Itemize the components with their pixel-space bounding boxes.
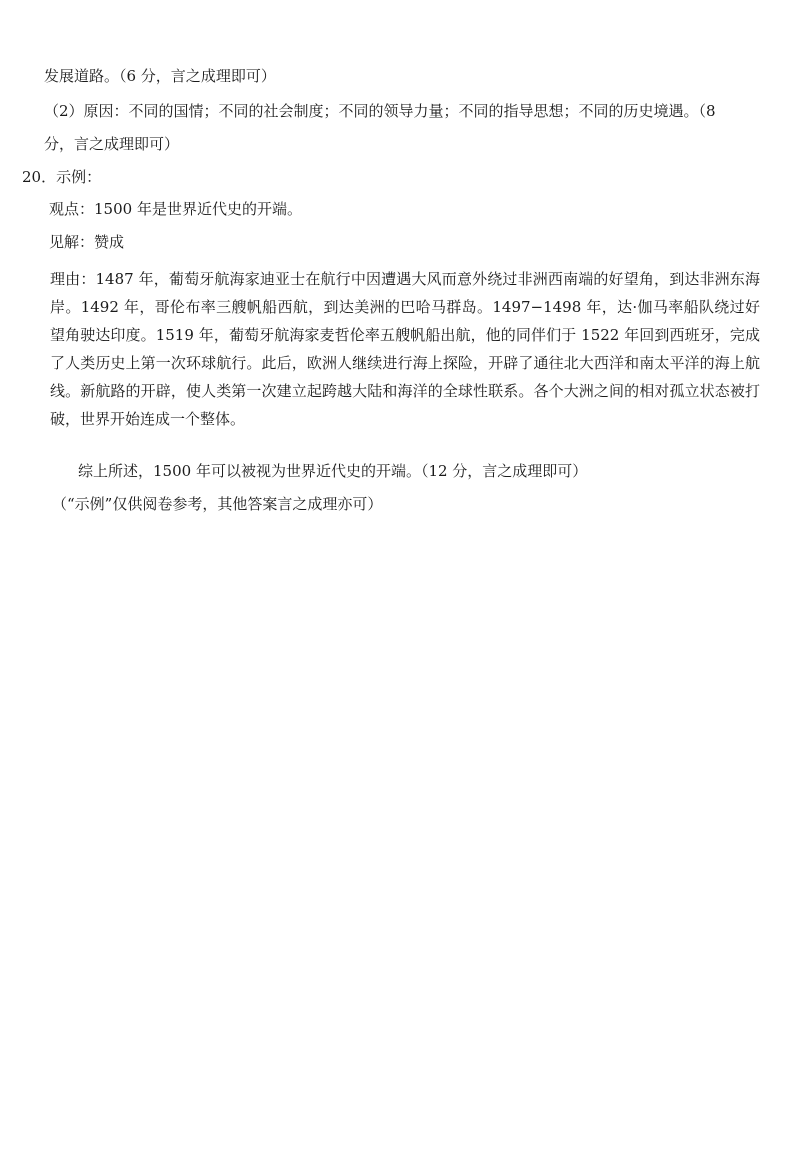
- grading-note: （“示例”仅供阅卷参考，其他答案言之成理亦可）: [52, 495, 383, 513]
- reasoning-paragraph: 理由：1487 年，葡萄牙航海家迪亚士在航行中因遭遇大风而意外绕过非洲西南端的好望角，到达非洲东海岸。1492 年，哥伦布率三艘帆船西航，到达美洲的巴哈马群岛。1497−1498 年，达·伽马率船队绕过好望角驶达印度。1519 年，葡萄牙航海家麦哲伦率五艘帆船出航，他的同伴们于 1522 年回到西班牙，完成了人类历史上第一次环球航行。此后，欧洲人继续进行海上探险，开辟了通往北大西洋和南太平洋的海上航线。新航路的开辟，使人类第一次建立起跨越大陆和海洋的全球性联系。各个大洲之间的相对孤立状态被打破，世界开始连成一个整体。: [50, 270, 760, 428]
- answer-part-2-score: 分，言之成理即可）: [44, 135, 180, 153]
- question-20-heading: 20．示例：: [22, 168, 102, 186]
- answer-continuation: 发展道路。（6 分，言之成理即可）: [44, 67, 276, 85]
- conclusion: 综上所述，1500 年可以被视为世界近代史的开端。（12 分，言之成理即可）: [78, 462, 588, 480]
- viewpoint: 观点：1500 年是世界近代史的开端。: [49, 200, 302, 218]
- answer-part-2-reason: （2）原因：不同的国情；不同的社会制度；不同的领导力量；不同的指导思想；不同的历史境遇。（8: [44, 102, 716, 120]
- opinion: 见解：赞成: [49, 233, 125, 251]
